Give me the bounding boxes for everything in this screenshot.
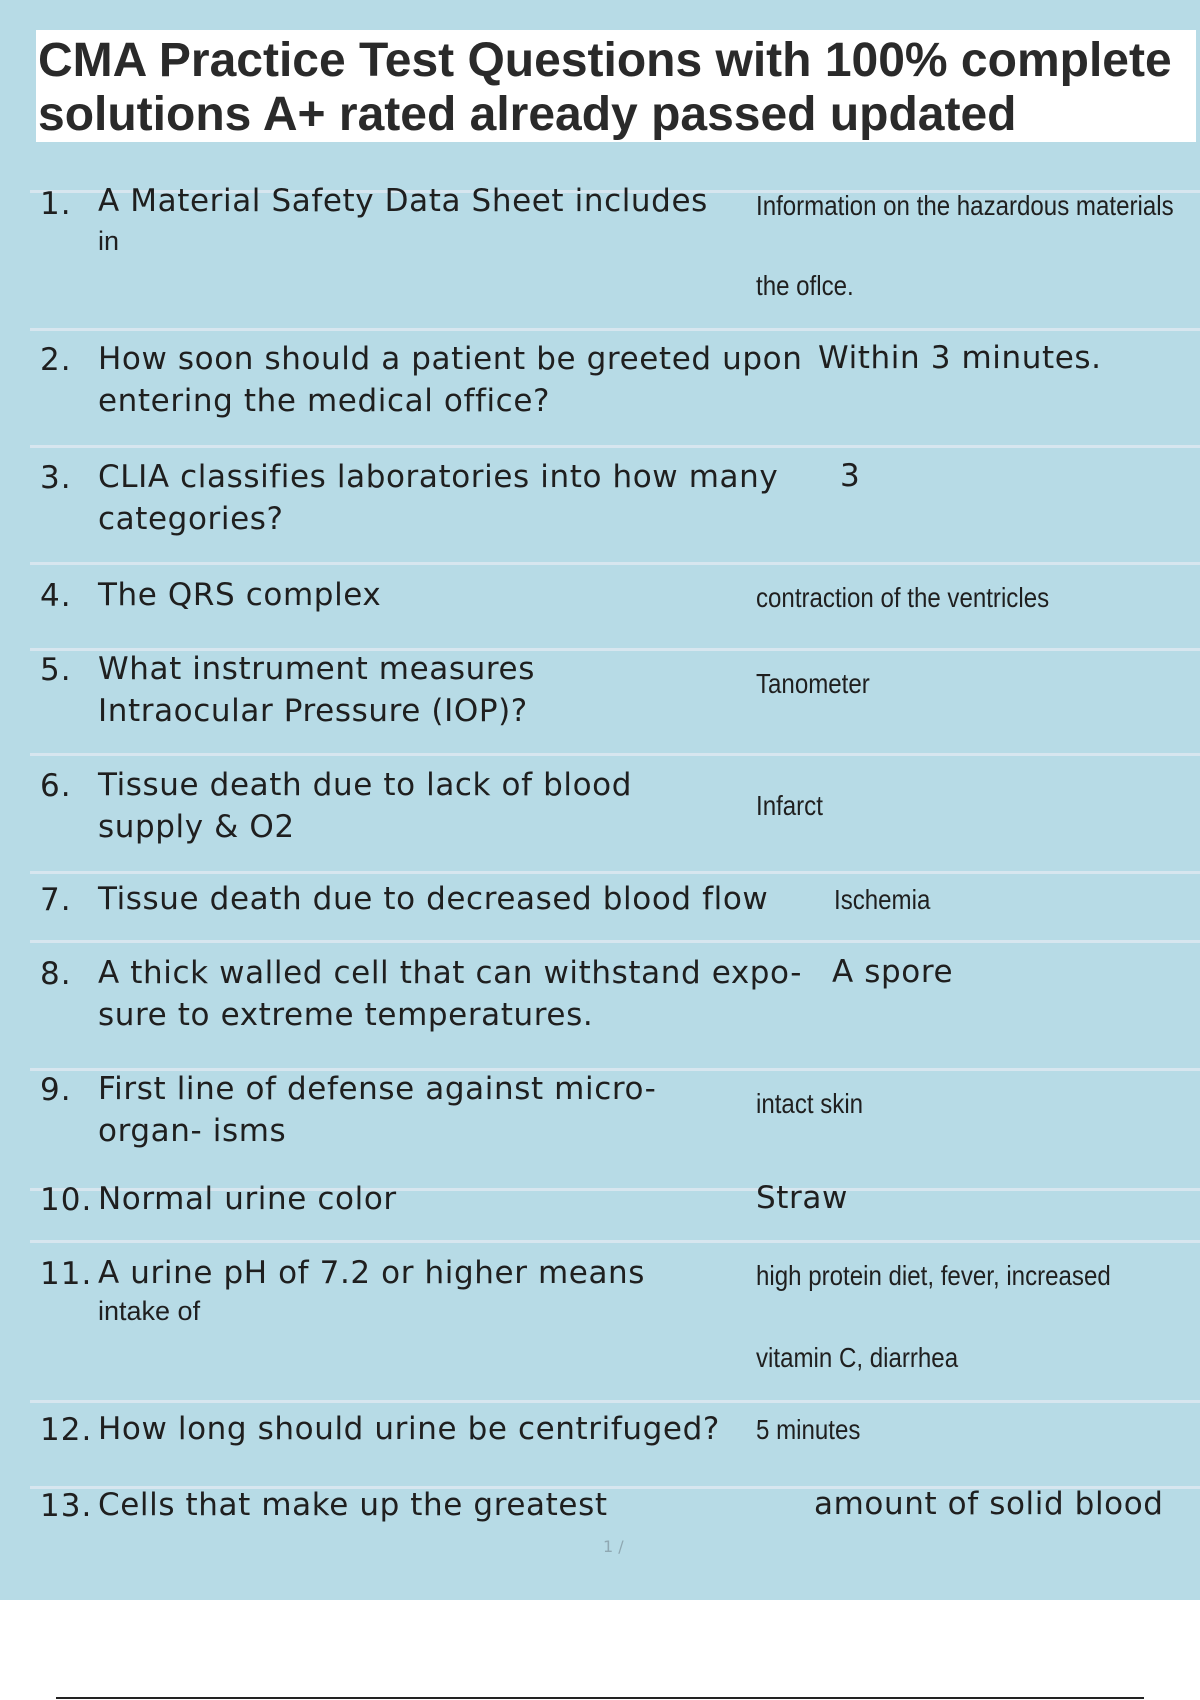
answer-text: amount of solid blood (814, 1486, 1164, 1522)
item-number: 6. (40, 768, 72, 804)
row-separator (30, 753, 1200, 756)
question-text-continued: supply & O2 (98, 809, 295, 845)
row-separator (30, 1400, 1200, 1403)
item-number: 8. (40, 956, 72, 992)
answer-text: Within 3 minutes. (818, 340, 1102, 376)
question-text-continued: categories? (98, 501, 284, 537)
question-text: Tissue death due to decreased blood flow (98, 881, 769, 917)
question-text: Tissue death due to lack of blood (98, 767, 632, 803)
answer-text: A spore (832, 954, 954, 990)
answer-text: intact skin (756, 1088, 864, 1119)
question-text: Cells that make up the greatest (98, 1487, 608, 1523)
item-number: 10. (40, 1182, 93, 1218)
item-number: 12. (40, 1412, 93, 1448)
answer-text: Straw (756, 1180, 848, 1216)
row-separator (30, 445, 1200, 448)
item-number: 3. (40, 460, 72, 496)
question-text: The QRS complex (98, 577, 382, 613)
answer-text: contraction of the ventricles (756, 582, 1050, 613)
answer-text: Ischemia (834, 884, 931, 915)
row-separator (30, 1240, 1200, 1243)
question-text: How soon should a patient be greeted upon (98, 341, 803, 377)
question-text: First line of defense against micro- (98, 1071, 657, 1107)
question-text-continued: Intraocular Pressure (IOP)? (98, 693, 528, 729)
item-number: 7. (40, 882, 72, 918)
question-continuation: intake of (98, 1296, 201, 1326)
answer-text: high protein diet, fever, increased (756, 1260, 1111, 1291)
title-line-2: solutions A+ rated already passed updated (38, 88, 1017, 141)
answer-text: Information on the hazardous materials (756, 190, 1174, 221)
answer-text: 3 (840, 458, 861, 494)
page-number-marker: 1 / (603, 1537, 624, 1556)
answer-text-continued: vitamin C, diarrhea (756, 1342, 959, 1373)
item-number: 1. (40, 186, 72, 222)
answer-text: Tanometer (756, 668, 870, 699)
question-text-continued: sure to extreme temperatures. (98, 997, 594, 1033)
question-continuation: in (98, 226, 120, 256)
title-line-1: CMA Practice Test Questions with 100% complete (38, 34, 1172, 87)
item-number: 11. (40, 1256, 93, 1292)
row-separator (30, 328, 1200, 331)
question-text-continued: organ- isms (98, 1113, 287, 1149)
question-text: What instrument measures (98, 651, 535, 687)
row-separator (30, 940, 1200, 943)
row-separator (30, 871, 1200, 874)
item-number: 5. (40, 652, 72, 688)
item-number: 13. (40, 1488, 93, 1524)
question-text: A thick walled cell that can withstand expo- (98, 955, 802, 991)
row-separator (30, 562, 1200, 565)
question-text: A urine pH of 7.2 or higher means (98, 1255, 646, 1291)
item-number: 2. (40, 342, 72, 378)
footer-rule (56, 1697, 1144, 1699)
question-text: A Material Safety Data Sheet includes (98, 183, 708, 219)
item-number: 4. (40, 578, 72, 614)
question-text-continued: entering the medical office? (98, 383, 551, 419)
item-number: 9. (40, 1072, 72, 1108)
answer-text: Infarct (756, 790, 823, 821)
answer-text-continued: the oflce. (756, 270, 854, 301)
question-text: CLIA classifies laboratories into how many (98, 459, 779, 495)
question-text: How long should urine be centrifuged? (98, 1411, 720, 1447)
document-title (36, 30, 1196, 142)
answer-text: 5 minutes (756, 1414, 861, 1445)
question-text: Normal urine color (98, 1181, 397, 1217)
